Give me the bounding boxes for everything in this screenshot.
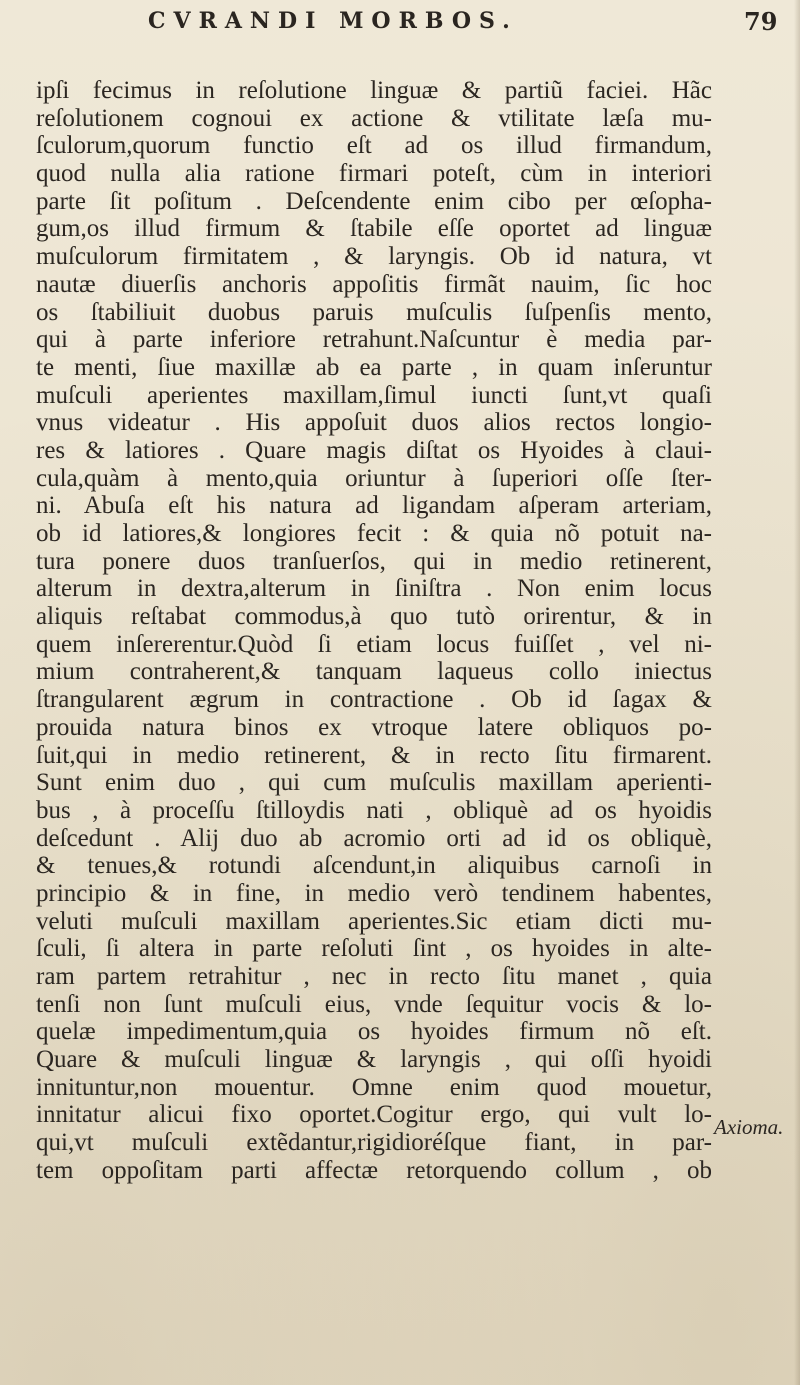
- text-line: parte ſit poſitum . Deſcendente enim cibo per œſopha-: [36, 187, 712, 215]
- page-number: 79: [744, 7, 778, 36]
- text-line: vnus videatur . His appoſuit duos alios rectos longio-: [36, 409, 712, 437]
- text-line: gum,os illud firmum & ſtabile eſſe oportet ad linguæ: [36, 215, 712, 243]
- text-line: os ſtabiliuit duobus paruis muſculis ſuſpenſis mento,: [36, 298, 712, 326]
- text-line: ob id latiores,& longiores fecit : & quia nõ potuit na-: [36, 520, 712, 547]
- text-line: prouida natura binos ex vtroque latere obliquos po-: [36, 713, 712, 741]
- text-line: alterum in dextra,alterum in ſiniſtra . Non enim locus: [36, 575, 712, 603]
- page-edge-shadow: [794, 0, 800, 1385]
- text-line: tura ponere duos tranſuerſos, qui in medio retinerent,: [36, 547, 712, 575]
- text-line: muſculi aperientes maxillam,ſimul iuncti ſunt,vt quaſi: [36, 381, 712, 409]
- running-title: CVRANDI MORBOS.: [148, 8, 518, 34]
- margin-note: Axioma.: [714, 1115, 784, 1139]
- text-line: quod nulla alia ratione firmari poteſt, cùm in interiori: [36, 160, 712, 188]
- text-line: reſolutionem cognoui ex actione & vtilitate læſa mu-: [36, 104, 712, 132]
- text-line: ram partem retrahitur , nec in recto ſitu manet , quia: [36, 963, 712, 990]
- text-line: te menti, ſiue maxillæ ab ea parte , in quam inſeruntur: [36, 353, 712, 381]
- text-line: cula,quàm à mento,quia oriuntur à ſuperiori oſſe ſter-: [36, 464, 712, 492]
- text-line: nautæ diuerſis anchoris appoſitis firmãt nauim, ſic hoc: [36, 270, 712, 298]
- text-line: qui à parte inferiore retrahunt.Naſcuntur è media par-: [36, 326, 712, 354]
- body-text: [36, 77, 712, 1185]
- text-line: aliquis reſtabat commodus,à quo tutò orirentur, & in: [36, 603, 712, 631]
- text-line: & tenues,& rotundi aſcendunt,in aliquibus carnoſi in: [36, 852, 712, 880]
- text-line: veluti muſculi maxillam aperientes.Sic etiam dicti mu-: [36, 907, 712, 935]
- text-line: tenſi non ſunt muſculi eius, vnde ſequitur vocis & lo-: [36, 990, 712, 1018]
- text-line: mium contraherent,& tanquam laqueus collo iniectus: [36, 658, 712, 686]
- text-line: muſculorum firmitatem , & laryngis. Ob id natura, vt: [36, 243, 712, 271]
- text-line: Quare & muſculi linguæ & laryngis , qui oſſi hyoidi: [36, 1046, 712, 1074]
- text-line: Sunt enim duo , qui cum muſculis maxillam aperienti-: [36, 769, 712, 797]
- text-line: quem inſererentur.Quòd ſi etiam locus fuiſſet , vel ni-: [36, 630, 712, 658]
- text-line: ipſi fecimus in reſolutione linguæ & partiũ faciei. Hãc: [36, 77, 712, 104]
- text-line: bus , à proceſſu ſtilloydis nati , obliquè ad os hyoidis: [36, 796, 712, 824]
- text-line: ſtrangularent ægrum in contractione . Ob id ſagax &: [36, 686, 712, 714]
- text-line: deſcedunt . Alij duo ab acromio orti ad id os obliquè,: [36, 824, 712, 852]
- text-line: innituntur,non mouentur. Omne enim quod mouetur,: [36, 1073, 712, 1101]
- text-line: ſculorum,quorum functio eſt ad os illud firmandum,: [36, 132, 712, 160]
- text-line: principio & in fine, in medio verò tendinem habentes,: [36, 879, 712, 907]
- text-line: qui,vt muſculi extẽdantur,rigidioréſque fiant, in par-: [36, 1129, 712, 1157]
- text-line: quelæ impedimentum,quia os hyoides firmum nõ eſt.: [36, 1018, 712, 1046]
- text-line: innitatur alicui fixo oportet.Cogitur ergo, qui vult lo-: [36, 1101, 712, 1129]
- text-line: res & latiores . Quare magis diſtat os Hyoides à claui-: [36, 436, 712, 464]
- text-line: ni. Abuſa eſt his natura ad ligandam aſperam arteriam,: [36, 492, 712, 520]
- text-line: tem oppoſitam parti affectæ retorquendo collum , ob: [36, 1156, 712, 1184]
- text-line: ſuit,qui in medio retinerent, & in recto ſitu firmarent.: [36, 741, 712, 769]
- text-line: ſculi, ſi altera in parte reſoluti ſint , os hyoides in alte-: [36, 935, 712, 963]
